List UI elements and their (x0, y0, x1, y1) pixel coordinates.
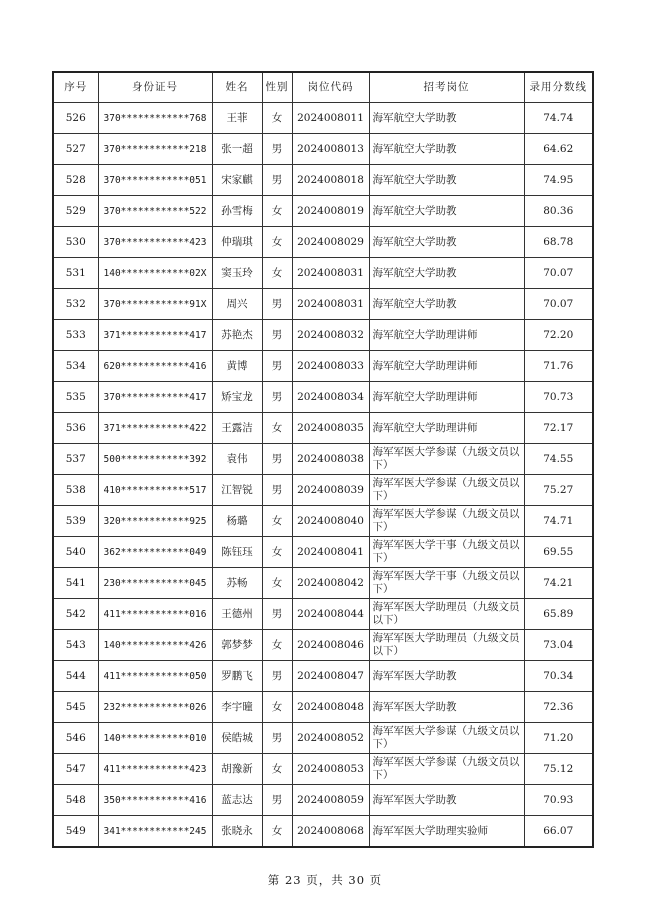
cell-gender: 女 (262, 103, 292, 134)
cell-id-number: 140************02X (98, 258, 212, 289)
cell-position: 海军军医大学参谋（九级文员以下） (369, 754, 524, 785)
cell-id-number: 371************422 (98, 413, 212, 444)
cell-id-number: 370************768 (98, 103, 212, 134)
cell-serial-no: 530 (53, 227, 98, 258)
cell-name: 孙雪梅 (212, 196, 262, 227)
cell-position: 海军军医大学干事（九级文员以下） (369, 568, 524, 599)
cell-position: 海军航空大学助理讲师 (369, 320, 524, 351)
table-row (53, 537, 593, 568)
table-row (53, 444, 593, 475)
table-row (53, 382, 593, 413)
cell-name: 胡豫新 (212, 754, 262, 785)
cell-score-line: 74.95 (524, 165, 593, 196)
cell-gender: 女 (262, 568, 292, 599)
table-row (53, 785, 593, 816)
cell-gender: 男 (262, 289, 292, 320)
cell-gender: 女 (262, 692, 292, 723)
cell-position: 海军航空大学助教 (369, 289, 524, 320)
table-row (53, 289, 593, 320)
cell-score-line: 74.74 (524, 103, 593, 134)
cell-gender: 男 (262, 723, 292, 754)
cell-position-code: 2024008068 (292, 816, 369, 848)
cell-score-line: 70.34 (524, 661, 593, 692)
cell-position: 海军航空大学助教 (369, 196, 524, 227)
cell-position-code: 2024008047 (292, 661, 369, 692)
cell-id-number: 411************016 (98, 599, 212, 630)
cell-serial-no: 541 (53, 568, 98, 599)
cell-id-number: 350************416 (98, 785, 212, 816)
cell-name: 江智锐 (212, 475, 262, 506)
cell-score-line: 70.07 (524, 289, 593, 320)
cell-id-number: 370************91X (98, 289, 212, 320)
cell-gender: 男 (262, 661, 292, 692)
cell-name: 王菲 (212, 103, 262, 134)
cell-name: 苏艳杰 (212, 320, 262, 351)
cell-position-code: 2024008035 (292, 413, 369, 444)
cell-position-code: 2024008019 (292, 196, 369, 227)
cell-serial-no: 543 (53, 630, 98, 661)
cell-position-code: 2024008018 (292, 165, 369, 196)
cell-gender: 男 (262, 785, 292, 816)
cell-position-code: 2024008013 (292, 134, 369, 165)
cell-id-number: 140************426 (98, 630, 212, 661)
header-name: 姓名 (212, 72, 262, 103)
cell-score-line: 70.07 (524, 258, 593, 289)
cell-position: 海军航空大学助教 (369, 165, 524, 196)
cell-gender: 女 (262, 816, 292, 848)
cell-name: 苏畅 (212, 568, 262, 599)
table-row (53, 196, 593, 227)
header-gender: 性别 (262, 72, 292, 103)
cell-gender: 女 (262, 227, 292, 258)
cell-score-line: 80.36 (524, 196, 593, 227)
cell-score-line: 71.76 (524, 351, 593, 382)
cell-gender: 女 (262, 506, 292, 537)
cell-gender: 男 (262, 134, 292, 165)
cell-position-code: 2024008029 (292, 227, 369, 258)
cell-serial-no: 544 (53, 661, 98, 692)
cell-position-code: 2024008059 (292, 785, 369, 816)
cell-id-number: 140************010 (98, 723, 212, 754)
cell-position-code: 2024008044 (292, 599, 369, 630)
cell-position: 海军军医大学参谋（九级文员以下） (369, 506, 524, 537)
cell-score-line: 72.36 (524, 692, 593, 723)
cell-score-line: 72.20 (524, 320, 593, 351)
cell-id-number: 370************417 (98, 382, 212, 413)
table-row (53, 630, 593, 661)
cell-serial-no: 545 (53, 692, 98, 723)
table-row (53, 568, 593, 599)
cell-name: 杨璐 (212, 506, 262, 537)
cell-serial-no: 528 (53, 165, 98, 196)
cell-position-code: 2024008034 (292, 382, 369, 413)
cell-position: 海军军医大学参谋（九级文员以下） (369, 723, 524, 754)
cell-name: 郭梦梦 (212, 630, 262, 661)
cell-score-line: 75.27 (524, 475, 593, 506)
cell-gender: 男 (262, 599, 292, 630)
cell-name: 张晓永 (212, 816, 262, 848)
cell-position: 海军航空大学助教 (369, 103, 524, 134)
cell-position-code: 2024008042 (292, 568, 369, 599)
cell-serial-no: 526 (53, 103, 98, 134)
cell-id-number: 411************423 (98, 754, 212, 785)
cell-position: 海军航空大学助教 (369, 227, 524, 258)
cell-serial-no: 549 (53, 816, 98, 848)
cell-score-line: 71.20 (524, 723, 593, 754)
cell-name: 王德州 (212, 599, 262, 630)
cell-position: 海军军医大学干事（九级文员以下） (369, 537, 524, 568)
cell-gender: 女 (262, 754, 292, 785)
cell-position-code: 2024008032 (292, 320, 369, 351)
cell-id-number: 370************423 (98, 227, 212, 258)
cell-gender: 男 (262, 351, 292, 382)
table-row (53, 320, 593, 351)
table-row (53, 351, 593, 382)
cell-name: 陈钰珏 (212, 537, 262, 568)
cell-position: 海军航空大学助教 (369, 258, 524, 289)
admission-score-table (52, 71, 594, 848)
cell-score-line: 65.89 (524, 599, 593, 630)
cell-name: 仲瑞琪 (212, 227, 262, 258)
cell-serial-no: 533 (53, 320, 98, 351)
cell-id-number: 232************026 (98, 692, 212, 723)
cell-serial-no: 532 (53, 289, 98, 320)
cell-position-code: 2024008039 (292, 475, 369, 506)
cell-score-line: 70.73 (524, 382, 593, 413)
table-row (53, 413, 593, 444)
cell-serial-no: 536 (53, 413, 98, 444)
cell-gender: 男 (262, 165, 292, 196)
table-row (53, 165, 593, 196)
cell-position: 海军军医大学参谋（九级文员以下） (369, 475, 524, 506)
cell-gender: 女 (262, 413, 292, 444)
cell-name: 王露洁 (212, 413, 262, 444)
table-row (53, 723, 593, 754)
cell-serial-no: 534 (53, 351, 98, 382)
cell-score-line: 68.78 (524, 227, 593, 258)
cell-id-number: 620************416 (98, 351, 212, 382)
cell-serial-no: 527 (53, 134, 98, 165)
cell-name: 矫宝龙 (212, 382, 262, 413)
cell-serial-no: 529 (53, 196, 98, 227)
cell-name: 蓝志达 (212, 785, 262, 816)
cell-serial-no: 537 (53, 444, 98, 475)
cell-name: 李宇曈 (212, 692, 262, 723)
header-position: 招考岗位 (369, 72, 524, 103)
cell-score-line: 70.93 (524, 785, 593, 816)
table-row (53, 754, 593, 785)
cell-position: 海军军医大学助理员（九级文员以下） (369, 630, 524, 661)
table-row (53, 475, 593, 506)
cell-id-number: 230************045 (98, 568, 212, 599)
cell-position-code: 2024008038 (292, 444, 369, 475)
cell-score-line: 74.71 (524, 506, 593, 537)
page-footer: 第 23 页，共 30 页 (267, 873, 383, 887)
cell-id-number: 411************050 (98, 661, 212, 692)
cell-position: 海军航空大学助理讲师 (369, 413, 524, 444)
cell-serial-no: 539 (53, 506, 98, 537)
cell-position-code: 2024008052 (292, 723, 369, 754)
cell-score-line: 64.62 (524, 134, 593, 165)
header-position-code: 岗位代码 (292, 72, 369, 103)
cell-id-number: 500************392 (98, 444, 212, 475)
cell-gender: 女 (262, 258, 292, 289)
cell-id-number: 320************925 (98, 506, 212, 537)
table-row (53, 816, 593, 848)
cell-name: 周兴 (212, 289, 262, 320)
cell-gender: 女 (262, 630, 292, 661)
cell-gender: 男 (262, 444, 292, 475)
cell-gender: 女 (262, 196, 292, 227)
cell-serial-no: 546 (53, 723, 98, 754)
cell-position-code: 2024008041 (292, 537, 369, 568)
cell-id-number: 370************522 (98, 196, 212, 227)
cell-name: 窦玉玲 (212, 258, 262, 289)
cell-position: 海军军医大学助理实验师 (369, 816, 524, 848)
cell-id-number: 371************417 (98, 320, 212, 351)
cell-position-code: 2024008053 (292, 754, 369, 785)
cell-gender: 男 (262, 382, 292, 413)
cell-id-number: 410************517 (98, 475, 212, 506)
table-row (53, 599, 593, 630)
cell-position-code: 2024008011 (292, 103, 369, 134)
header-score-line: 录用分数线 (524, 72, 593, 103)
table-row (53, 134, 593, 165)
cell-position: 海军军医大学助理员（九级文员以下） (369, 599, 524, 630)
cell-name: 宋家麒 (212, 165, 262, 196)
cell-serial-no: 548 (53, 785, 98, 816)
cell-position: 海军军医大学助教 (369, 785, 524, 816)
cell-position: 海军军医大学助教 (369, 692, 524, 723)
cell-position-code: 2024008040 (292, 506, 369, 537)
cell-gender: 男 (262, 475, 292, 506)
cell-score-line: 74.21 (524, 568, 593, 599)
table-row (53, 103, 593, 134)
cell-score-line: 74.55 (524, 444, 593, 475)
cell-gender: 女 (262, 537, 292, 568)
cell-position-code: 2024008046 (292, 630, 369, 661)
cell-position: 海军航空大学助理讲师 (369, 382, 524, 413)
cell-score-line: 75.12 (524, 754, 593, 785)
table-row (53, 258, 593, 289)
cell-score-line: 72.17 (524, 413, 593, 444)
cell-serial-no: 538 (53, 475, 98, 506)
cell-name: 袁伟 (212, 444, 262, 475)
table-row (53, 227, 593, 258)
cell-id-number: 341************245 (98, 816, 212, 848)
cell-gender: 男 (262, 320, 292, 351)
cell-id-number: 362************049 (98, 537, 212, 568)
cell-id-number: 370************051 (98, 165, 212, 196)
cell-serial-no: 531 (53, 258, 98, 289)
cell-position-code: 2024008031 (292, 289, 369, 320)
table-row (53, 692, 593, 723)
cell-name: 侯皓城 (212, 723, 262, 754)
header-serial-no: 序号 (53, 72, 98, 103)
cell-score-line: 73.04 (524, 630, 593, 661)
cell-serial-no: 547 (53, 754, 98, 785)
table-header-row (53, 72, 593, 103)
table-row (53, 661, 593, 692)
cell-name: 罗鹏飞 (212, 661, 262, 692)
cell-serial-no: 540 (53, 537, 98, 568)
cell-serial-no: 535 (53, 382, 98, 413)
cell-score-line: 66.07 (524, 816, 593, 848)
cell-name: 黄博 (212, 351, 262, 382)
cell-serial-no: 542 (53, 599, 98, 630)
cell-position: 海军航空大学助教 (369, 134, 524, 165)
header-id-number: 身份证号 (98, 72, 212, 103)
cell-position-code: 2024008033 (292, 351, 369, 382)
cell-id-number: 370************218 (98, 134, 212, 165)
cell-position: 海军军医大学参谋（九级文员以下） (369, 444, 524, 475)
cell-position-code: 2024008031 (292, 258, 369, 289)
cell-position: 海军航空大学助理讲师 (369, 351, 524, 382)
table-row (53, 506, 593, 537)
cell-name: 张一超 (212, 134, 262, 165)
cell-position: 海军军医大学助教 (369, 661, 524, 692)
cell-score-line: 69.55 (524, 537, 593, 568)
cell-position-code: 2024008048 (292, 692, 369, 723)
